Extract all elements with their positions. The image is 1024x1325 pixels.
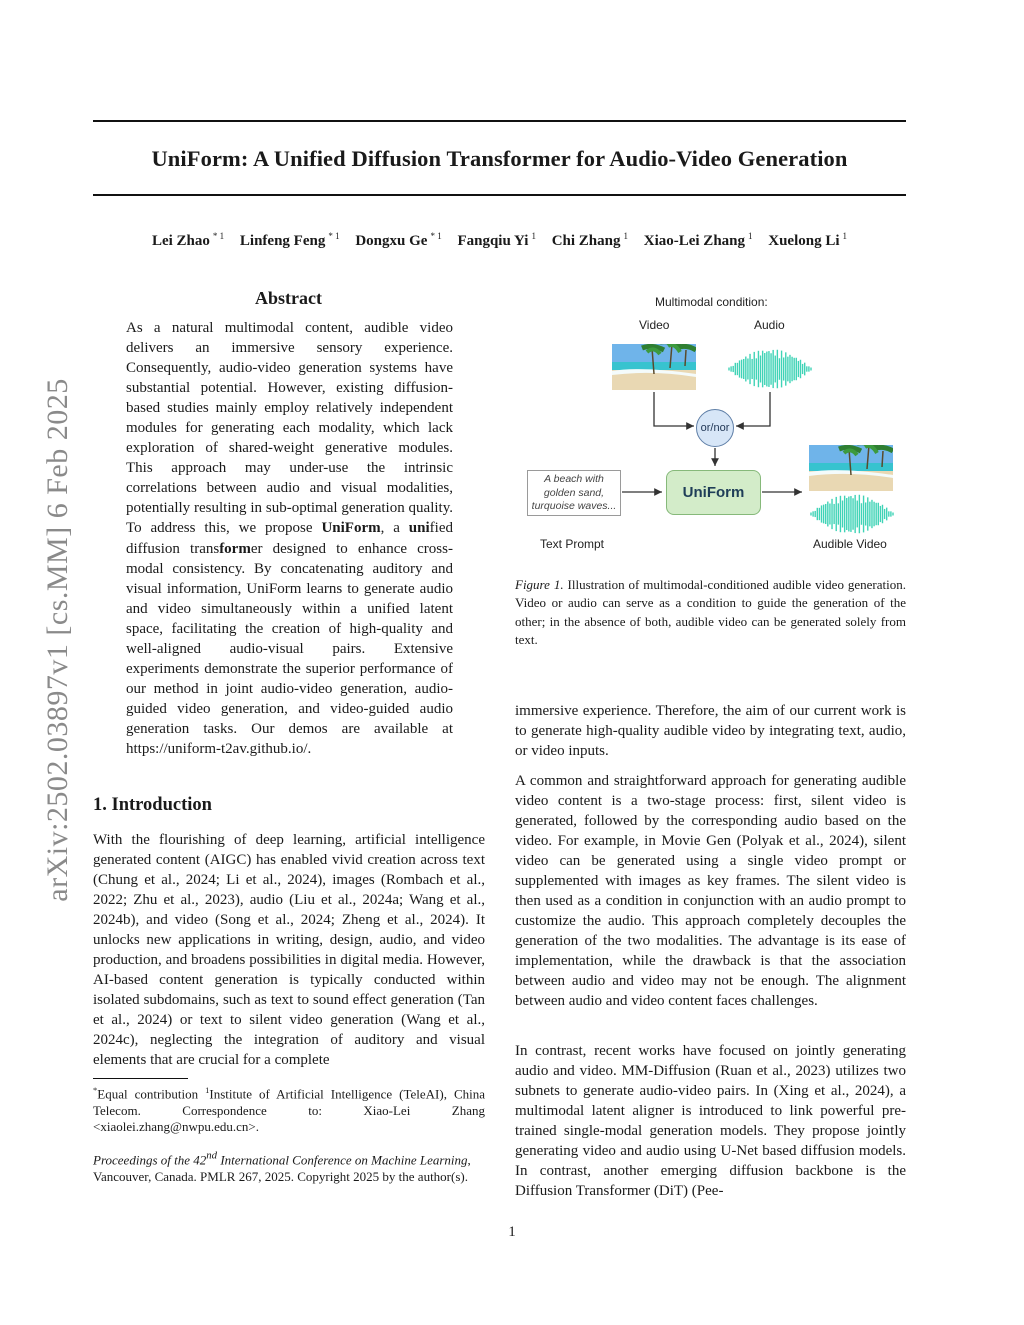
abstract-heading: Abstract — [255, 288, 322, 308]
audio-to-ornor-arrow — [736, 392, 770, 426]
intro-paragraph: A common and straightforward approach for generating audible video content is a two-stage process: first, silent video is generated, followed by the corresponding audio based on the video. For example, in Movie Gen (Polyak et al., 2024), silent video can be generated using a single video prompt or supplemented with images as key frames. The silent video is then used as a condition in conjunction with an audio prompt to customize the audio. This approach completely decouples the generation of the two modalities. The advantage is its ease of implementation, while the drawback is that the association between audio and video may not be enough. The alignment between audio and video content faces challenges. — [515, 773, 906, 1009]
or-nor-node: or/nor — [696, 409, 734, 447]
beach-image — [809, 445, 893, 491]
audio-waveform-output — [811, 495, 893, 533]
beach-video-thumbnail — [612, 344, 696, 390]
intro-paragraph: immersive experience. Therefore, the aim of our current work is to generate high-quality audible video by integrating text, audio, or video inputs. — [515, 703, 906, 759]
figure-1-diagram — [515, 288, 906, 568]
author: Linfeng Feng $^{* 1}$ — [239, 231, 340, 249]
footnote-rule — [93, 1078, 188, 1079]
text-prompt-label: Text Prompt — [540, 537, 605, 551]
proceedings-note: Proceedings of the 42nd International Conference on Machine Learning, Vancouver, Canada. PMLR 267, 2025. Copyright 2025 by the author(s). — [93, 1150, 471, 1185]
paper-title: UniForm: A Unified Diffusion Transformer for Audio-Video Generation — [151, 146, 848, 171]
abstract-body: As a natural multimodal content, audible video delivers an immersive sensory experience. Consequently, audio-video generation systems have substantial potential. However, existing diffusion-based studies mainly employ relatively independent modules for generating each modality, which lack exploration of shared-weight generative modules. This approach may under-use the intrinsic correlations between audio and visual modalities, potentially resulting in sub-optimal generation quality. To address this, we propose UniForm, a unified diffusion transformer designed to enhance cross-modal consistency. By concatenating auditory and visual information, UniForm learns to generate audio and video simultaneously within a unified latent space, facilitating the creation of high-quality and well-aligned audio-visual pairs. Extensive experiments demonstrate the superior performance of our method in joint audio-video generation, audio-guided video generation, and video-guided audio generation tasks. Our demos are available at https://uniform-t2av.github.io/. — [126, 320, 453, 757]
title-top-rule — [93, 120, 906, 122]
audio-waveform-input — [729, 350, 811, 388]
audio-condition-label: Audio — [754, 318, 785, 332]
uniform-model-box: UniForm — [666, 470, 761, 515]
footnote: *Equal contribution $^1$Institute of Artificial Intelligence (TeleAI), China Telecom. Correspondence to: Xiao-Lei Zhang <xiaolei.zhang@nwpu.edu.cn>. — [93, 1085, 485, 1135]
beach-image — [612, 344, 696, 390]
figure-header-label: Multimodal condition: — [655, 295, 768, 309]
section-heading-introduction: 1. Introduction — [93, 795, 212, 815]
video-to-ornor-arrow — [654, 392, 694, 426]
author: Fangqiu Yi $^1$ — [457, 231, 536, 249]
video-condition-label: Video — [639, 318, 670, 332]
author: Chi Zhang $^1$ — [551, 231, 628, 249]
audible-video-label: Audible Video — [813, 537, 887, 551]
intro-paragraph: With the flourishing of deep learning, artificial intelligence generated content (AIGC) has enabled vivid creation across text (Chung et al., 2024; Li et al., 2024), images (Rombach et al., 2022; Zhu et al., 2023), audio (Liu et al., 2024a; Wang et al., 2024b), and video (Song et al., 2024; Zheng et al., 2024). It unlocks new applications in writing, design, audio, and video production, and broadens possibilities in digital media. However, AI-based content generation is typically conducted within isolated subdomains, such as text to sound effect generation (Tan et al., 2024) or text to silent video generation (Wang et al., 2024c), neglecting the integration of auditory and visual elements that are crucial for a complete — [93, 832, 485, 1068]
page-number: 1 — [508, 1224, 516, 1240]
author-list — [93, 231, 906, 250]
arxiv-identifier: arXiv:2502.03897v1 [cs.MM] 6 Feb 2025 — [41, 378, 74, 902]
author: Lei Zhao $^{* 1}$ — [151, 231, 225, 249]
intro-paragraph: In contrast, recent works have focused on jointly generating audio and video. MM-Diffusion (Ruan et al., 2023) utilizes two subnets to generate audio-video pairs. In (Xing et al., 2024), a multimodal latent aligner is introduced to link powerful pre-trained single-modal generation models. They propose jointly generating video and audio using U-Net based diffusion models. In contrast, another emerging diffusion backbone is the Diffusion Transformer (DiT) (Pee- — [515, 1043, 906, 1199]
author: Xiao-Lei Zhang $^1$ — [643, 231, 753, 249]
output-video-thumbnail — [809, 445, 893, 491]
author: Xuelong Li $^1$ — [768, 231, 848, 249]
title-bottom-rule — [93, 194, 906, 196]
text-prompt-box: A beach with golden sand, turquoise waves... — [527, 470, 621, 516]
author: Dongxu Ge $^{* 1}$ — [355, 231, 442, 249]
figure-1-caption: Figure 1. Illustration of multimodal-conditioned audible video generation. Video or audio can serve as a condition to guide the generation of the other; in the absence of both, audible video can be generated solely from text. — [515, 577, 906, 647]
